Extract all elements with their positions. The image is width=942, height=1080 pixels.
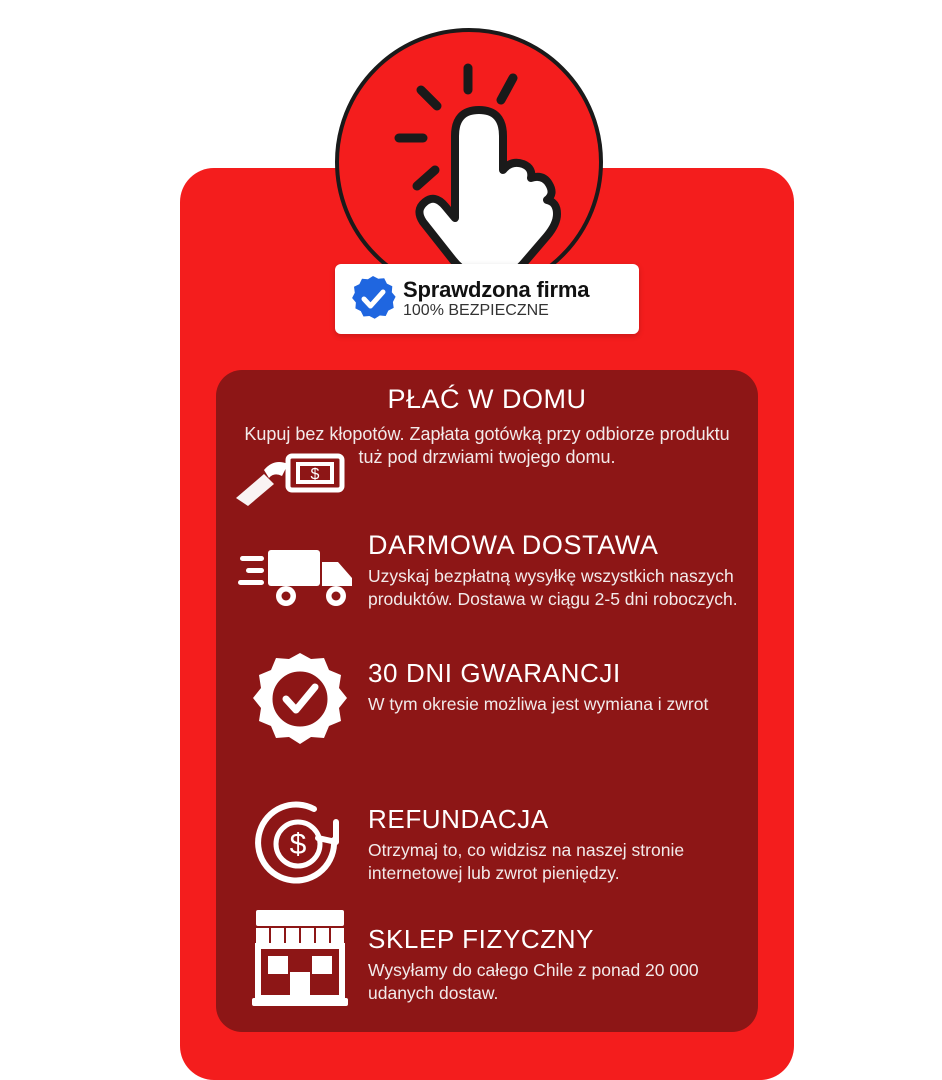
cash-on-delivery-icon	[230, 440, 350, 510]
verified-company-badge	[335, 264, 639, 334]
svg-text:$: $	[310, 466, 320, 483]
benefit-item-30-day-guarantee	[238, 648, 748, 756]
benefit-title: SKLEP FIZYCZNY	[368, 924, 595, 954]
benefit-title: PŁAĆ W DOMU	[387, 384, 587, 414]
click-badge	[335, 28, 635, 298]
benefit-item-pay-at-home	[216, 384, 758, 483]
svg-text:$: $	[289, 828, 307, 861]
benefit-title: 30 DNI GWARANCJI	[368, 658, 621, 688]
benefit-description: Wysyłamy do całego Chile z ponad 20 000 udanych dostaw.	[368, 960, 699, 1003]
click-hand-icon	[335, 28, 635, 298]
verified-check-icon	[349, 275, 397, 323]
benefits-panel	[216, 370, 758, 1032]
benefit-description: W tym okresie możliwa jest wymiana i zwrot	[368, 694, 709, 714]
delivery-truck-icon	[238, 534, 362, 620]
storefront-icon	[238, 904, 362, 1010]
benefit-text	[362, 902, 748, 1005]
refund-dollar-icon	[238, 792, 362, 896]
benefit-title: DARMOWA DOSTAWA	[368, 530, 659, 560]
benefit-text	[362, 790, 748, 885]
benefit-description: Uzyskaj bezpłatną wysyłkę wszystkich naszych produktów. Dostawa w ciągu 2-5 dni roboczych.	[368, 566, 738, 609]
benefit-item-physical-store	[238, 902, 748, 1010]
benefit-item-refund	[238, 790, 748, 896]
benefit-description: Kupuj bez kłopotów. Zapłata gotówką przy odbiorze produktu tuż pod drzwiami twojego domu.	[244, 424, 730, 468]
benefit-text	[362, 530, 748, 611]
verified-title: Sprawdzona firma	[403, 277, 590, 303]
benefit-description: Otrzymaj to, co widzisz na naszej stronie internetowej lub zwrot pieniędzy.	[368, 840, 685, 883]
verified-subtitle: 100% BEZPIECZNE	[403, 302, 549, 320]
benefit-item-free-shipping	[238, 530, 748, 620]
benefit-title: REFUNDACJA	[368, 804, 549, 834]
verified-text	[403, 278, 589, 320]
benefit-text	[362, 648, 748, 716]
guarantee-seal-icon	[238, 650, 362, 756]
